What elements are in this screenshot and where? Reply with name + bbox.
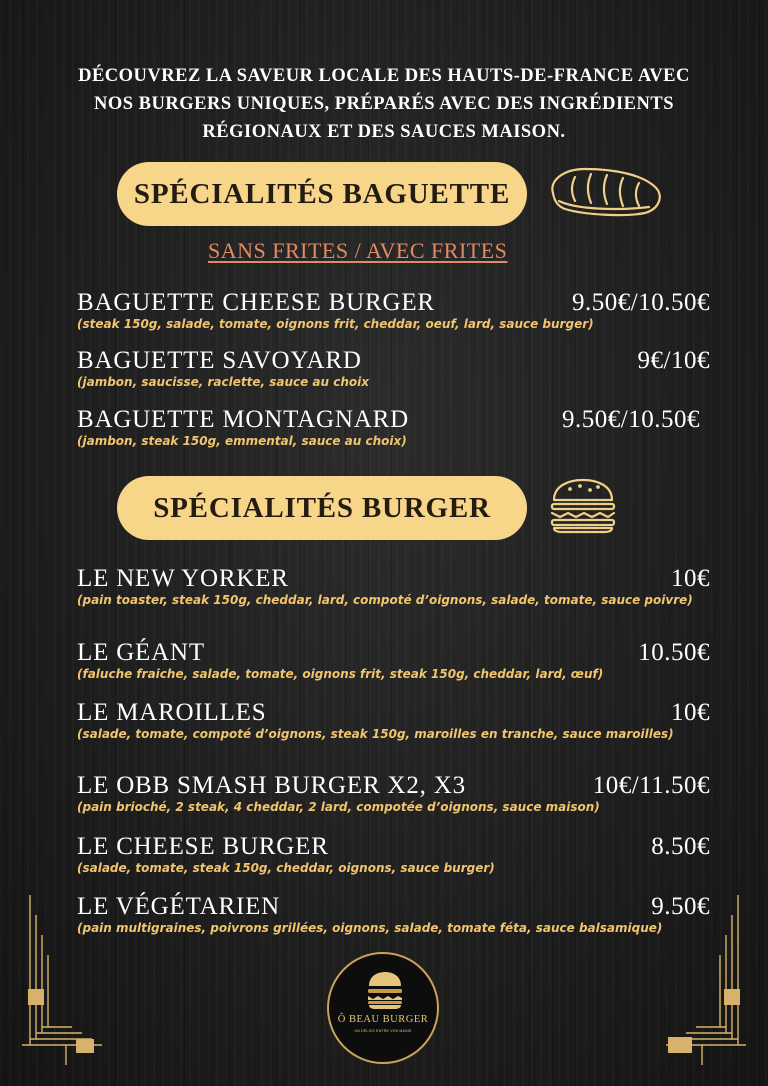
item-name: LE OBB SMASH BURGER X2, X3 [77, 772, 466, 799]
item-description: (salade, tomate, compoté d’oignons, steak 150g, maroilles en tranche, sauce maroilles) [77, 727, 674, 741]
item-name: BAGUETTE CHEESE BURGER [77, 289, 435, 316]
intro-text: DÉCOUVREZ LA SAVEUR LOCALE DES HAUTS-DE-FRANCE AVEC NOS BURGERS UNIQUES, PRÉPARÉS AVEC DES INGRÉDIENTS RÉGIONAUX ET DES SAUCES MAISON. [78, 66, 690, 142]
item-description: (pain toaster, steak 150g, cheddar, lard, compoté d’oignons, salade, tomate, sauce poivre) [77, 593, 693, 607]
menu-item [77, 565, 710, 608]
menu-item [77, 406, 700, 449]
corner-ornament-left [22, 895, 102, 1065]
item-description: (steak 150g, salade, tomate, oignons frit, cheddar, oeuf, lard, sauce burger) [77, 317, 594, 331]
item-name: LE NEW YORKER [77, 565, 289, 592]
item-price: 9.50€/10.50€ [572, 289, 710, 316]
corner-ornament-right [666, 895, 746, 1065]
burger-icon [548, 476, 618, 534]
burger-logo-icon [365, 970, 405, 1010]
menu-item [77, 772, 710, 815]
item-price: 10€/11.50€ [592, 772, 710, 799]
item-price: 10€ [671, 699, 710, 726]
item-price: 10€ [671, 565, 710, 592]
menu-item [77, 893, 710, 936]
item-name: BAGUETTE MONTAGNARD [77, 406, 409, 433]
item-price: 8.50€ [651, 833, 710, 860]
item-description: (salade, tomate, steak 150g, cheddar, oignons, sauce burger) [77, 861, 495, 875]
item-price: 9.50€/10.50€ [562, 406, 700, 433]
item-name: LE GÉANT [77, 639, 205, 666]
item-description: (jambon, saucisse, raclette, sauce au choix [77, 375, 369, 389]
menu-item [77, 347, 710, 390]
menu-item [77, 639, 710, 682]
item-description: (pain multigraines, poivrons grillées, oignons, salade, tomate féta, sauce balsamique) [77, 921, 663, 935]
brand-logo [327, 952, 439, 1064]
menu-item [77, 699, 710, 742]
item-price: 9€/10€ [637, 347, 710, 374]
baguette-icon [545, 163, 665, 221]
section-title-burger: SPÉCIALITÉS BURGER [117, 476, 527, 540]
logo-tagline: UN DÉLICE ENTRE VOS MAINS [354, 1029, 412, 1033]
item-name: BAGUETTE SAVOYARD [77, 347, 362, 374]
item-description: (pain brioché, 2 steak, 4 cheddar, 2 lard, compotée d’oignons, sauce maison) [77, 800, 600, 814]
section-subtitle-baguette: SANS FRITES / AVEC FRITES [208, 238, 508, 263]
menu-item [77, 289, 710, 332]
menu-item [77, 833, 710, 876]
item-price: 10.50€ [638, 639, 710, 666]
item-description: (jambon, steak 150g, emmental, sauce au choix) [77, 434, 407, 448]
item-name: LE MAROILLES [77, 699, 267, 726]
item-name: LE CHEESE BURGER [77, 833, 329, 860]
logo-name: Ô BEAU BURGER [337, 1014, 429, 1025]
item-price: 9.50€ [651, 893, 710, 920]
item-name: LE VÉGÉTARIEN [77, 893, 281, 920]
section-title-baguette: SPÉCIALITÉS BAGUETTE [117, 162, 527, 226]
item-description: (faluche fraiche, salade, tomate, oignons frit, steak 150g, cheddar, lard, œuf) [77, 667, 604, 681]
